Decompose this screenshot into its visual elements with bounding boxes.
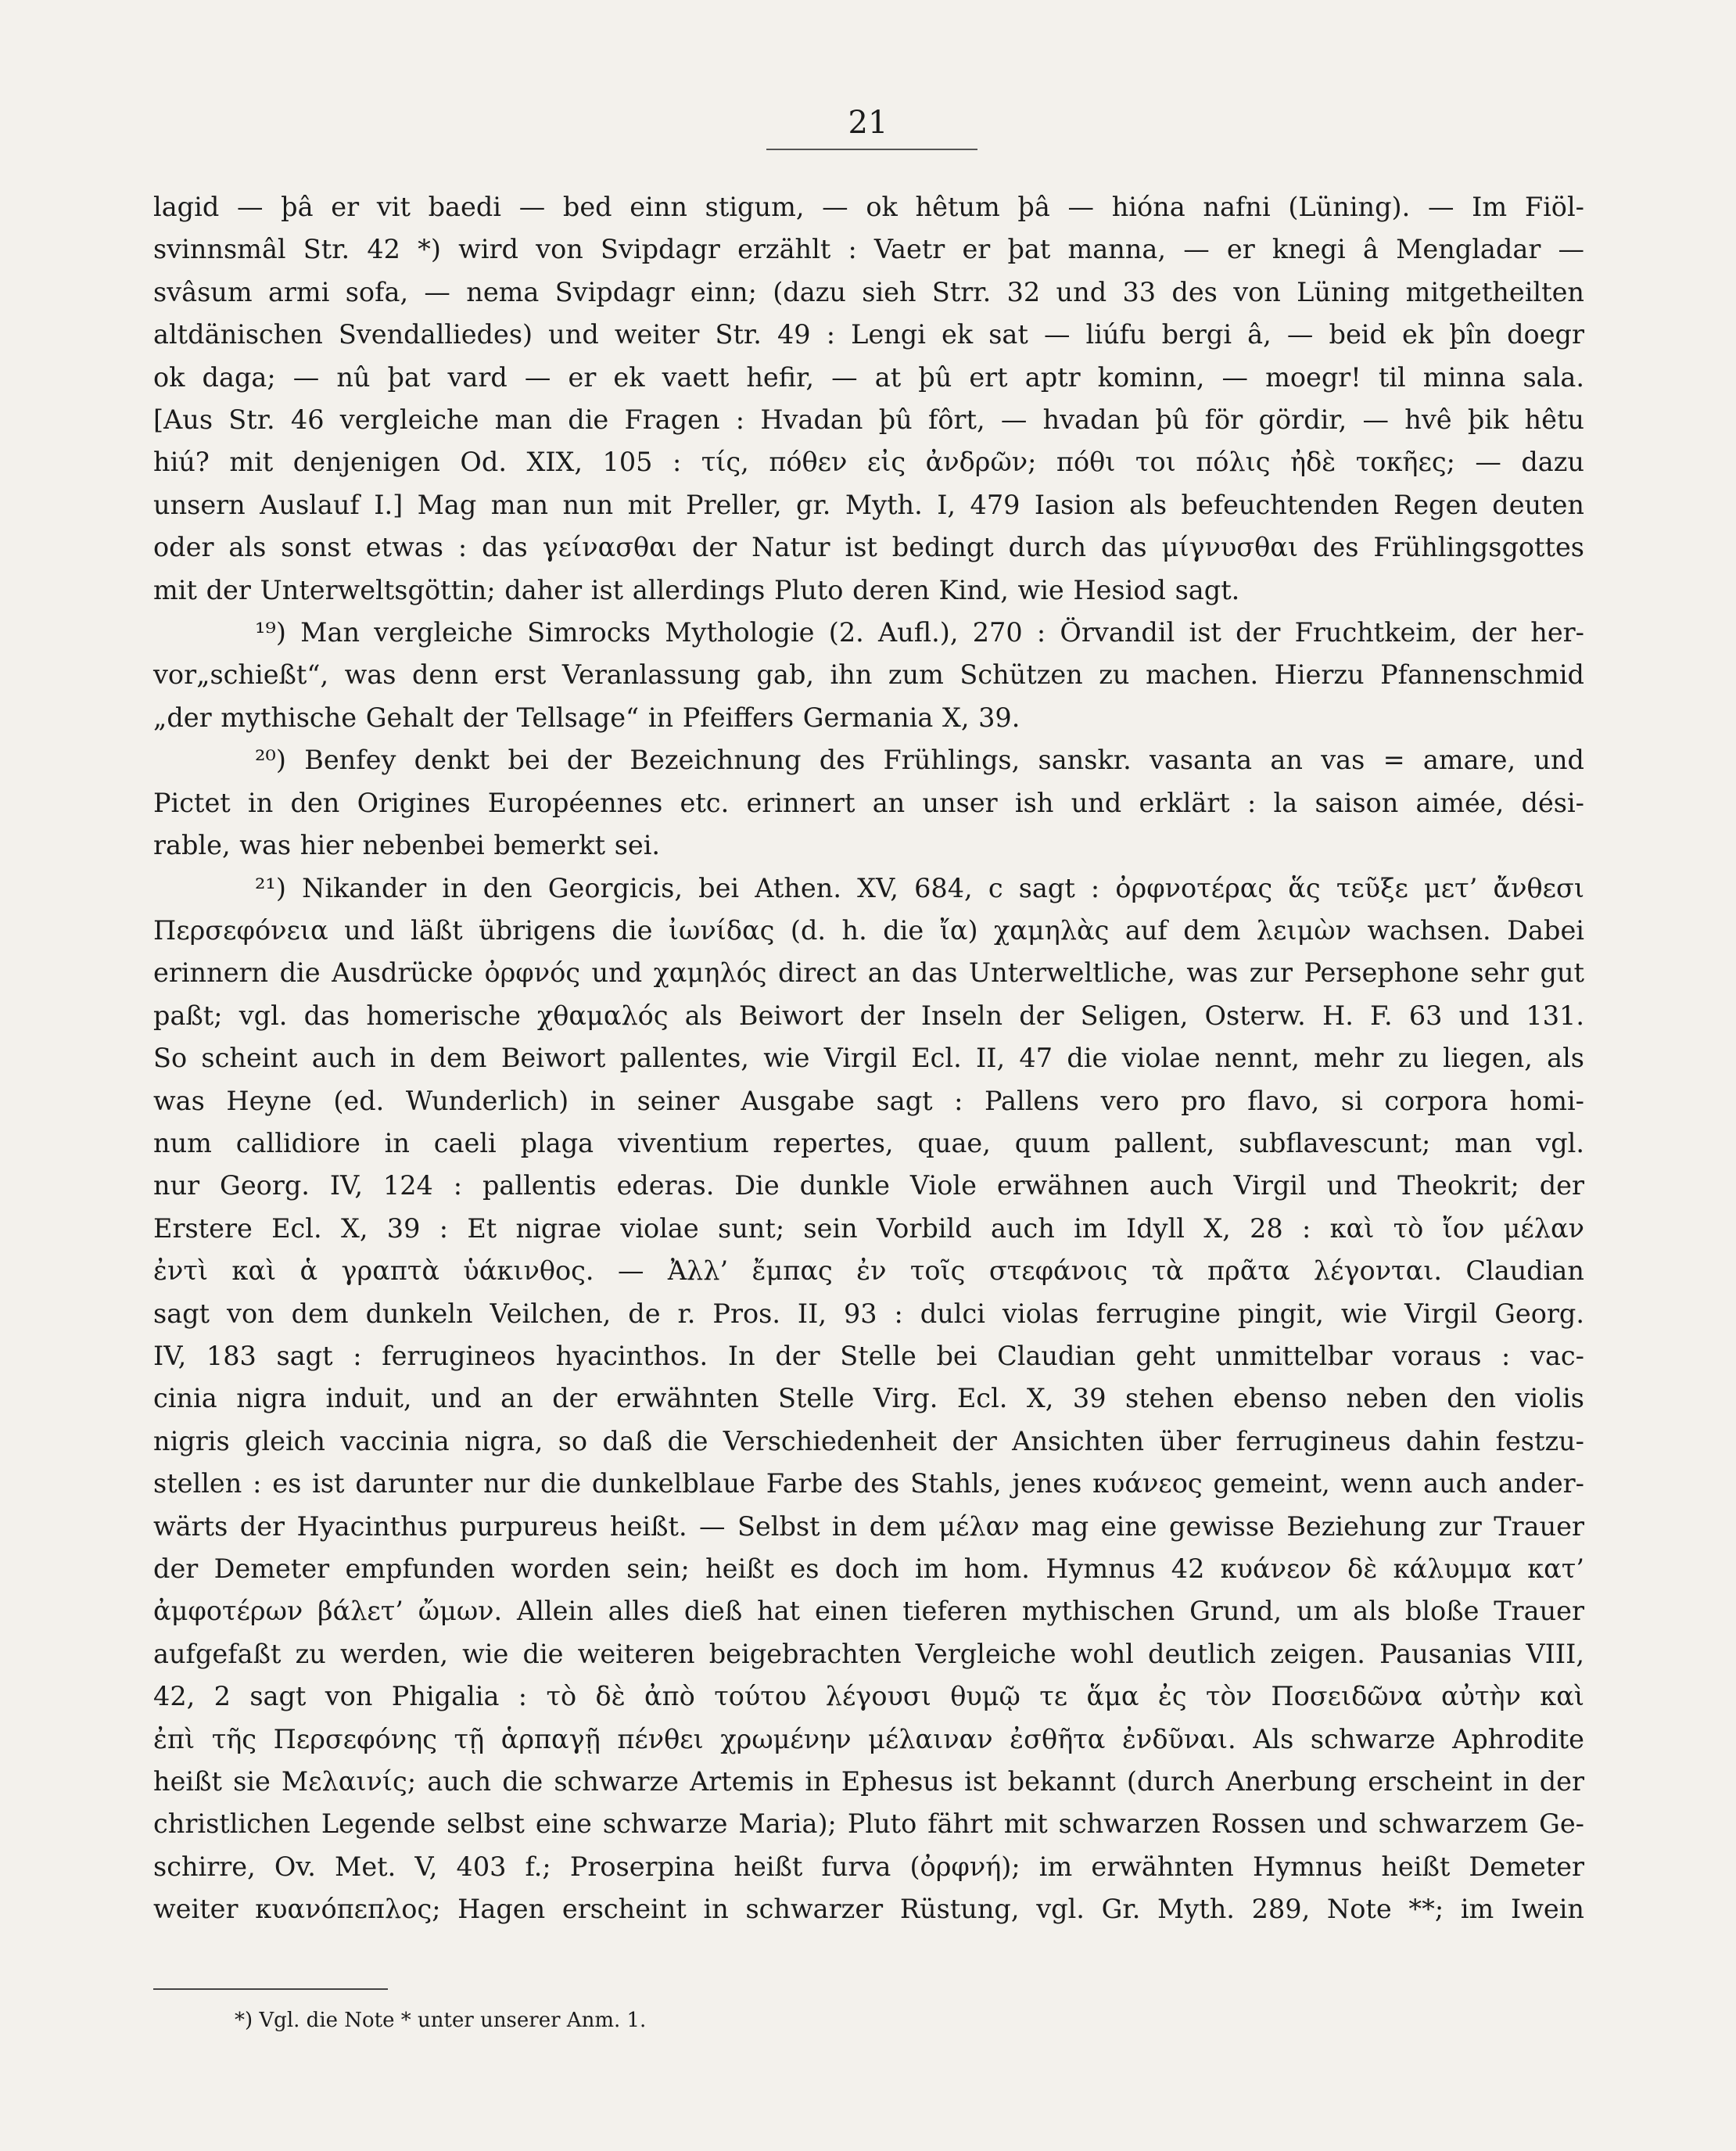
text-line: altdänischen Svendalliedes) und weiter Str. 49 : Lengi ek sat — liúfu bergi â, — beid ek þîn doegr: [153, 319, 1584, 350]
header-rule: [766, 149, 977, 150]
note-21-line: heißt sie Μελαινίς; auch die schwarze Artemis in Ephesus ist bekannt (durch Anerbung erscheint in der: [153, 1766, 1584, 1797]
note-21-line: stellen : es ist darunter nur die dunkelblaue Farbe des Stahls, jenes κυάνεος gemeint, wenn auch ander-: [153, 1468, 1584, 1499]
text-line: unsern Auslauf I.] Mag man nun mit Preller, gr. Myth. I, 479 Iasion als befeuchtenden Regen deuten: [153, 489, 1584, 520]
note-21-line: ἐντὶ καὶ ἁ γραπτὰ ὑάκινθος. — Ἀλλ’ ἔμπας ἐν τοῖς στεφάνοις τὰ πρᾶτα λέγονται. Claudian: [153, 1255, 1584, 1287]
note-21-line: IV, 183 sagt : ferrugineos hyacinthos. In der Stelle bei Claudian geht unmittelbar voraus : vac-: [153, 1340, 1584, 1371]
note-19-line: vor„schießt“, was denn erst Veranlassung gab, ihn zum Schützen zu machen. Hierzu Pfannenschmid: [153, 659, 1584, 691]
note-20-line: rable, was hier nebenbei bemerkt sei.: [153, 830, 661, 861]
note-21-line: ἀμφοτέρων βάλετ’ ὤμων. Allein alles dieß hat einen tieferen mythischen Grund, um als bloße Trauer: [153, 1596, 1584, 1627]
text-line: mit der Unterweltsgöttin; daher ist allerdings Pluto deren Kind, wie Hesiod sagt.: [153, 574, 1240, 605]
text-line: hiú? mit denjenigen Od. XIX, 105 : τίς, πόθεν εἰς ἀνδρῶν; πόθι τοι πόλις ἠδὲ τοκῆες; — dazu: [153, 447, 1584, 478]
text-line: svâsum armi sofa, — nema Svipdagr einn; (dazu sieh Strr. 32 und 33 des von Lüning mitgetheilten: [153, 276, 1584, 307]
note-21-line: num callidiore in caeli plaga viventium repertes, quae, quum pallent, subflavescunt; man vgl.: [153, 1127, 1584, 1158]
text-line: oder als sonst etwas : das γείνασθαι der Natur ist bedingt durch das μίγνυσθαι des Frühlingsgottes: [153, 532, 1584, 563]
note-21-line: Erstere Ecl. X, 39 : Et nigrae violae sunt; sein Vorbild auch im Idyll X, 28 : καὶ τὸ ἴον μέλαν: [153, 1212, 1584, 1244]
text-line: lagid — þâ er vit baedi — bed einn stigum, — ok hêtum þâ — hióna nafni (Lüning). — Im Fiöl-: [153, 192, 1584, 222]
note-21-line: ἐπὶ τῆς Περσεφόνης τῇ ἁρπαγῇ πένθει χρωμένην μέλαιναν ἐσθῆτα ἐνδῦναι. Als schwarze Aphrodite: [153, 1723, 1584, 1754]
note-21-line: cinia nigra induit, und an der erwähnten Stelle Virg. Ecl. X, 39 stehen ebenso neben den violis: [153, 1383, 1584, 1414]
note-21-line: schirre, Ov. Met. V, 403 f.; Proserpina heißt furva (ὀρφνή); im erwähnten Hymnus heißt Demeter: [153, 1851, 1584, 1882]
footnote: *) Vgl. die Note * unter unserer Anm. 1.: [235, 2009, 647, 2032]
note-21-line: paßt; vgl. das homerische χθαμαλός als Beiwort der Inseln der Seligen, Osterw. H. F. 63 und 131.: [153, 1000, 1584, 1031]
note-21-line: wärts der Hyacinthus purpureus heißt. — Selbst in dem μέλαν mag eine gewisse Beziehung zur Trauer: [153, 1510, 1584, 1542]
text-line: svinnsmâl Str. 42 *) wird von Svipdagr erzählt : Vaetr er þat manna, — er knegi â Mengladar —: [153, 234, 1584, 265]
note-21-line: Περσεφόνεια und läßt übrigens die ἰωνίδας (d. h. die ἴα) χαμηλὰς auf dem λειμὼν wachsen. Dabei: [153, 914, 1584, 946]
note-21-line: der Demeter empfunden worden sein; heißt es doch im hom. Hymnus 42 κυάνεον δὲ κάλυμμα κατ’: [153, 1553, 1584, 1584]
note-21-line: So scheint auch in dem Beiwort pallentes, wie Virgil Ecl. II, 47 die violae nennt, mehr zu liegen, als: [153, 1043, 1584, 1074]
note-21-line: christlichen Legende selbst eine schwarze Maria); Pluto fährt mit schwarzen Rossen und schwarzem Ge-: [153, 1808, 1584, 1840]
note-20-line: Pictet in den Origines Européennes etc. erinnert an unser ish und erklärt : la saison aimée, dési-: [153, 787, 1584, 818]
note-21-line: was Heyne (ed. Wunderlich) in seiner Ausgabe sagt : Pallens vero pro flavo, si corpora homi-: [153, 1085, 1584, 1116]
note-21-line: nigris gleich vaccinia nigra, so daß die Verschiedenheit der Ansichten über ferrugineus dahin festzu-: [153, 1425, 1584, 1456]
note-19-line: „der mythische Gehalt der Tellsage“ in Pfeiffers Germania X, 39.: [153, 702, 1020, 733]
note-21-line: nur Georg. IV, 124 : pallentis ederas. Die dunkle Viole erwähnen auch Virgil und Theokrit; der: [153, 1170, 1584, 1201]
text-line: [Aus Str. 46 vergleiche man die Fragen : Hvadan þû fôrt, — hvadan þû för gördir, — hvê þik hêtu: [153, 404, 1584, 436]
note-21-line: ²¹) Nikander in den Georgicis, bei Athen. XV, 684, c sagt : ὀρφνοτέρας ἅς τεῦξε μετ’ ἄνθεσι: [255, 872, 1584, 903]
body-text: [153, 186, 1584, 1931]
note-20-line: ²⁰) Benfey denkt bei der Bezeichnung des Frühlings, sanskr. vasanta an vas = amare, und: [255, 745, 1584, 776]
text-line: ok daga; — nû þat vard — er ek vaett hefir, — at þû ert aptr kominn, — moegr! til minna sala.: [153, 361, 1584, 393]
footnote-rule: [153, 1988, 388, 1990]
page-number: 21: [848, 105, 888, 141]
note-21-line: 42, 2 sagt von Phigalia : τὸ δὲ ἀπὸ τούτου λέγουσι θυμῷ τε ἅμα ἐς τὸν Ποσειδῶνα αὐτὴν καὶ: [153, 1681, 1584, 1712]
note-21-line: weiter κυανόπεπλος; Hagen erscheint in schwarzer Rüstung, vgl. Gr. Myth. 289, Note **; im Iwein: [153, 1894, 1584, 1925]
note-21-line: aufgefaßt zu werden, wie die weiteren beigebrachten Vergleiche wohl deutlich zeigen. Pausanias VIII,: [153, 1638, 1584, 1669]
note-21-line: erinnern die Ausdrücke ὀρφνός und χαμηλός direct an das Unterweltliche, was zur Persephone sehr gut: [153, 957, 1584, 989]
note-19-line: ¹⁹) Man vergleiche Simrocks Mythologie (2. Aufl.), 270 : Örvandil ist der Fruchtkeim, der her-: [255, 617, 1584, 648]
note-21-line: sagt von dem dunkeln Veilchen, de r. Pros. II, 93 : dulci violas ferrugine pingit, wie Virgil Georg.: [153, 1298, 1584, 1329]
